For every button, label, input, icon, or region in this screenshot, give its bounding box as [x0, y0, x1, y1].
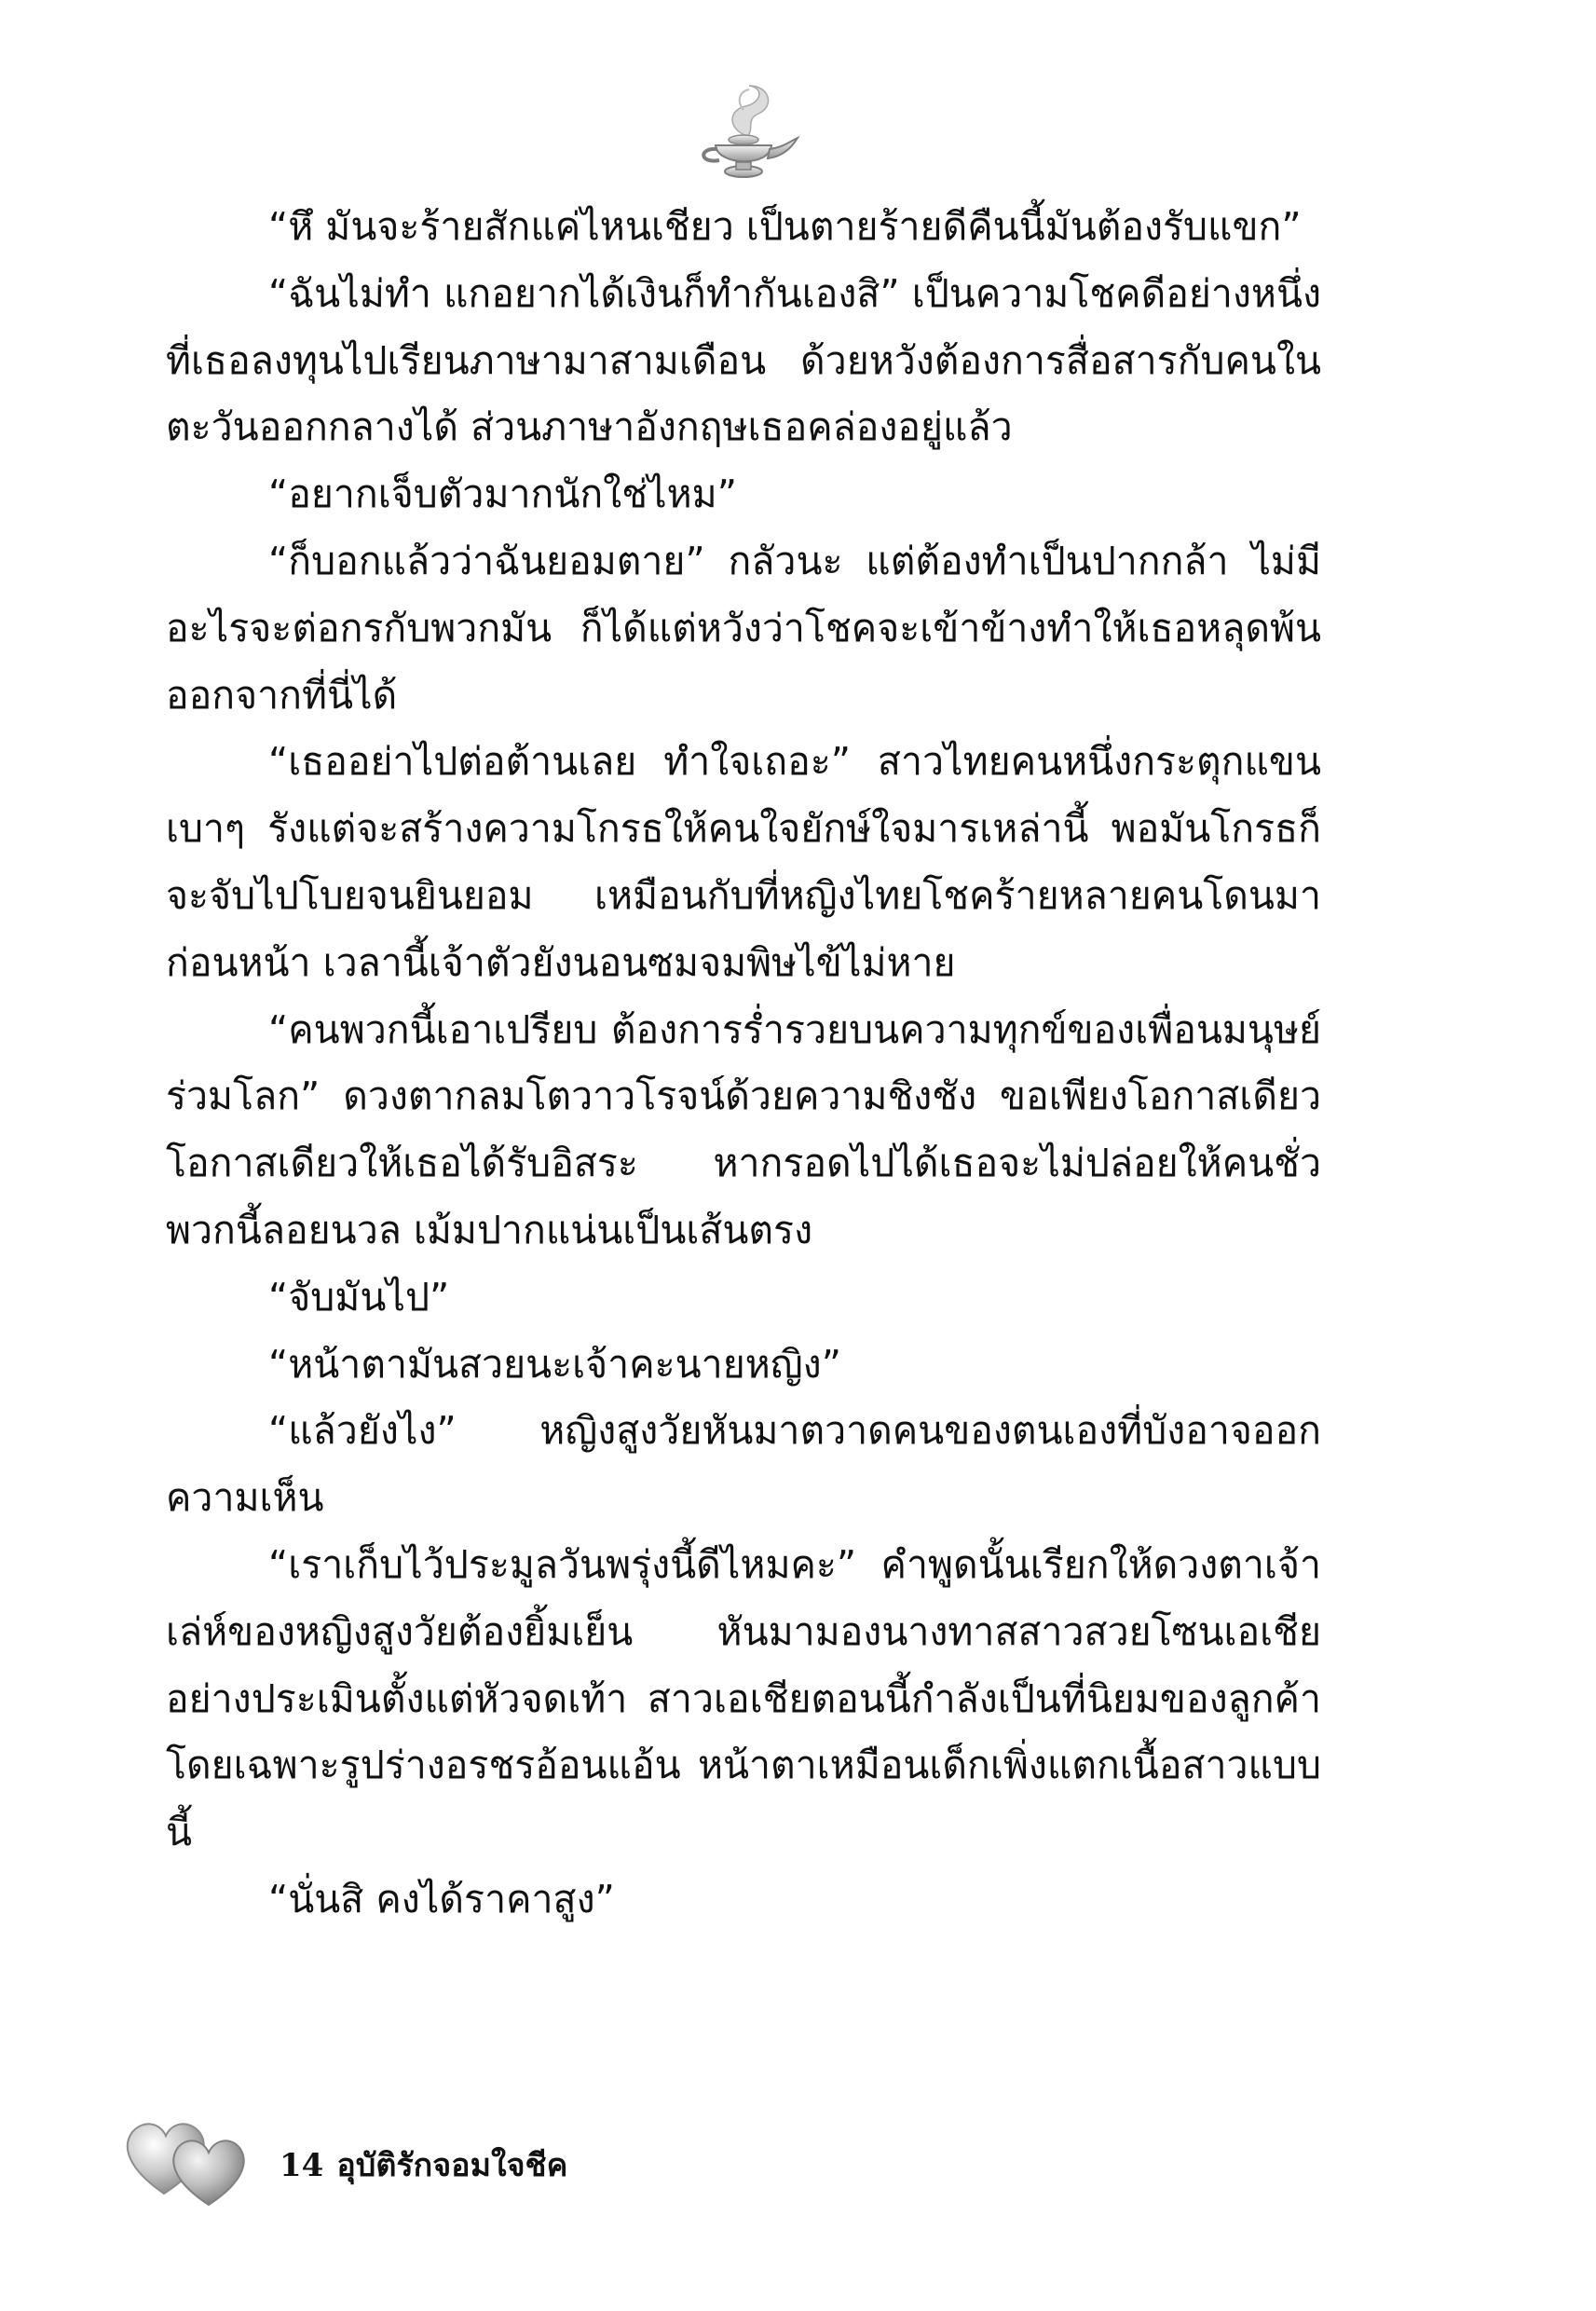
page-number: 14 [280, 2147, 324, 2184]
paragraph: “นั่นสิ คงได้ราคาสูง” [268, 1876, 615, 1921]
paragraph: “ฉันไม่ทำ แกอยากได้เงินก็ทำกันเองสิ” เป็นความโชคดีอย่างหนึ่งที่เธอลงทุนไปเรียนภาษามาสามเดือน ด้วยหวังต้องการสื่อสารกับคนในตะวันออกกลางได้ ส่วนภาษาอังกฤษเธอคล่องอยู่แล้ว [166, 270, 1321, 450]
paragraph: “แล้วยังไง” หญิงสูงวัยหันมาตวาดคนของตนเองที่บังอาจออกความเห็น [166, 1408, 1321, 1521]
double-heart-icon [119, 2108, 259, 2210]
paragraph: “จับมันไป” [268, 1274, 450, 1320]
paragraph: “อยากเจ็บตัวมากนักใช่ไหม” [268, 472, 737, 517]
paragraph: “เธออย่าไปต่อต้านเลย ทำใจเถอะ” สาวไทยคนหนึ่งกระตุกแขนเบาๆ รังแต่จะสร้างความโกรธให้คนใจยักษ์ใจมารเหล่านี้ พอมันโกรธก็จะจับไปโบยจนยินยอม เหมือนกับที่หญิงไทยโชคร้ายหลายคนโดนมาก่อนหน้า เวลานี้เจ้าตัวยังนอนซมจมพิษไข้ไม่หาย [166, 739, 1321, 985]
paragraph: “คนพวกนี้เอาเปรียบ ต้องการร่ำรวยบนความทุกข์ของเพื่อนมนุษย์ร่วมโลก” ดวงตากลมโตวาวโรจน์ด้วยความชิงชัง ขอเพียงโอกาสเดียวโอกาสเดียวให้เธอได้รับอิสระ หากรอดไปได้เธอจะไม่ปล่อยให้คนชั่วพวกนี้ลอยนวล เม้มปากแน่นเป็นเส้นตรง [166, 1006, 1321, 1252]
paragraph: “ก็บอกแล้วว่าฉันยอมตาย” กลัวนะ แต่ต้องทำเป็นปากกล้า ไม่มีอะไรจะต่อกรกับพวกมัน ก็ได้แต่หวังว่าโชคจะเข้าข้างทำให้เธอหลุดพ้นออกจากที่นี่ได้ [166, 538, 1321, 718]
footer-caption [280, 2145, 567, 2186]
book-title: อุบัติรักจอมใจชีค [336, 2147, 568, 2184]
paragraph: “หน้าตามันสวยนะเจ้าคะนายหญิง” [268, 1341, 841, 1387]
paragraph: “เราเก็บไว้ประมูลวันพรุ่งนี้ดีไหมคะ” คำพูดนั้นเรียกให้ดวงตาเจ้าเล่ห์ของหญิงสูงวัยต้องยิ้มเย็น หันมามองนางทาสสาวสวยโซนเอเชียอย่างประเมินตั้งแต่หัวจดเท้า สาวเอเชียตอนนี้กำลังเป็นที่นิยมของลูกค้าโดยเฉพาะรูปร่างอรชรอ้อนแอ้น หน้าตาเหมือนเด็กเพิ่งแตกเนื้อสาวแบบนี้ [166, 1541, 1321, 1855]
paragraph: “หึ มันจะร้ายสักแค่ไหนเชียว เป็นตายร้ายดีคืนนี้มันต้องรับแขก” [268, 204, 1302, 249]
body-text [166, 194, 1321, 1934]
page-footer [119, 2108, 771, 2210]
genie-lamp-icon [689, 82, 801, 185]
